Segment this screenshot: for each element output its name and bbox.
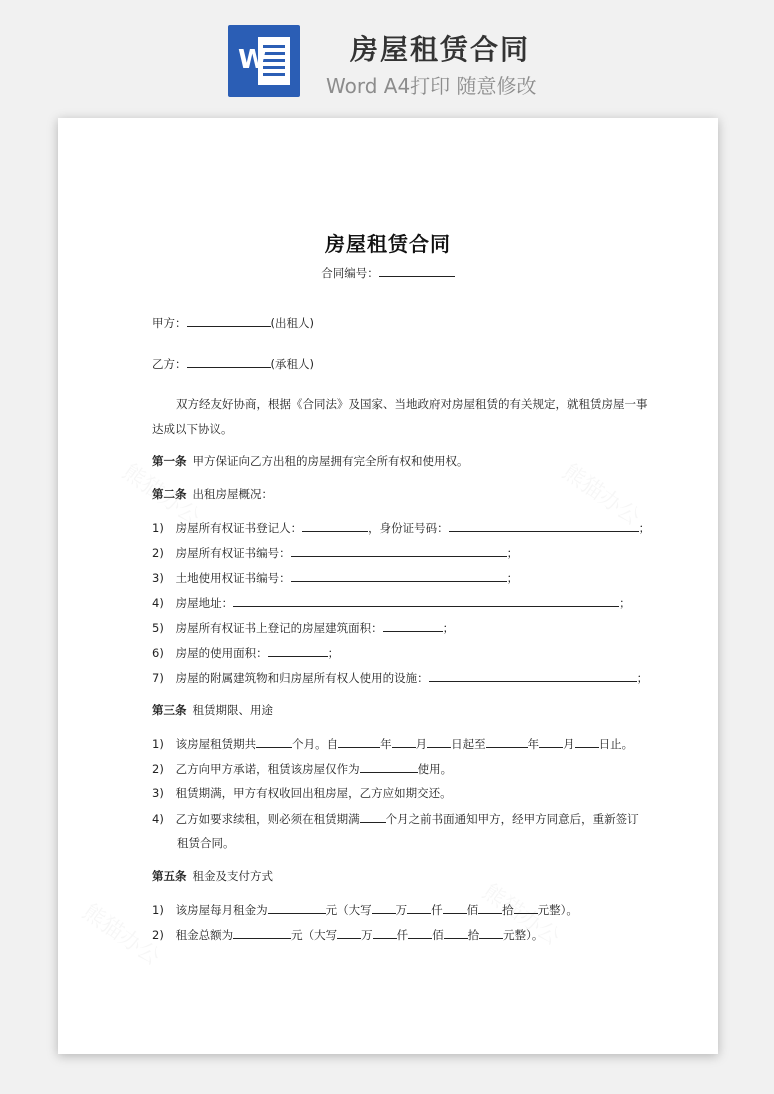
intro-line-1: 双方经友好协商，根据《合同法》及国家、当地政府对房屋租赁的有关规定，就租赁房屋一事 [176,397,648,411]
article-1: 第一条 甲方保证向乙方出租的房屋拥有完全所有权和使用权。 [152,454,469,468]
total-wan-blank[interactable] [337,927,361,939]
total-qian-blank[interactable] [373,927,397,939]
total-bai-blank[interactable] [408,927,432,939]
list-item-continuation: 租赁合同。 [177,836,235,850]
facilities-blank[interactable] [429,670,637,682]
intro-line-2: 达成以下协议。 [152,422,233,436]
rent-wan-blank[interactable] [372,902,396,914]
document-page [58,118,718,1054]
list-item: 2) 乙方向甲方承诺，租赁该房屋仅作为 使用。 [152,762,453,776]
id-number-blank[interactable] [449,520,639,532]
land-cert-blank[interactable] [291,570,507,582]
header-banner [0,0,774,110]
list-item: 3) 租赁期满，甲方有权收回出租房屋，乙方应如期交还。 [152,786,452,800]
party-a: 甲方： (出租人) [152,316,314,330]
list-item: 4) 房屋地址： ； [152,596,631,610]
article-2-heading: 第二条 出租房屋概况： [152,487,273,501]
rent-shi-blank[interactable] [478,902,502,914]
address-blank[interactable] [233,595,619,607]
owner-blank[interactable] [302,520,368,532]
list-item: 7) 房屋的附属建筑物和归房屋所有权人使用的设施： ； [152,671,649,685]
lease-months-blank[interactable] [256,736,292,748]
usable-area-blank[interactable] [268,645,328,657]
article-5-heading: 第五条 租金及支付方式 [152,869,273,883]
list-item: 2) 房屋所有权证书编号： ； [152,546,519,560]
contract-number: 合同编号： [58,265,718,280]
app-subtitle: Word A4打印 随意修改 [326,74,537,98]
word-icon [228,25,300,97]
rent-yuan-blank[interactable] [514,902,538,914]
end-day-blank[interactable] [575,736,599,748]
contract-number-blank[interactable] [379,265,455,277]
word-icon-letter: W [238,45,267,75]
start-day-blank[interactable] [427,736,451,748]
end-year-blank[interactable] [486,736,528,748]
rent-bai-blank[interactable] [443,902,467,914]
end-month-blank[interactable] [539,736,563,748]
start-year-blank[interactable] [338,736,380,748]
list-item: 5) 房屋所有权证书上登记的房屋建筑面积： ； [152,621,455,635]
party-a-blank[interactable] [187,315,271,327]
list-item: 4) 乙方如要求续租，则必须在租赁期满 个月之前书面通知甲方，经甲方同意后，重新签订 [152,812,639,826]
start-month-blank[interactable] [392,736,416,748]
property-cert-blank[interactable] [291,545,507,557]
monthly-rent-blank[interactable] [268,902,326,914]
renewal-notice-blank[interactable] [360,811,386,823]
app-title: 房屋租赁合同 [350,33,531,66]
party-b: 乙方： (承租人) [152,357,314,371]
list-item: 3) 土地使用权证书编号： ； [152,571,519,585]
list-item: 6) 房屋的使用面积： ； [152,646,340,660]
document-title: 房屋租赁合同 [325,232,451,256]
list-item: 1) 该房屋每月租金为 元（大写 万 仟 佰 拾 元整）。 [152,903,578,917]
list-item: 2) 租金总额为 元（大写 万 仟 佰 拾 元整）。 [152,928,544,942]
rent-qian-blank[interactable] [407,902,431,914]
total-yuan-blank[interactable] [479,927,503,939]
total-rent-blank[interactable] [233,927,291,939]
party-b-blank[interactable] [187,356,271,368]
list-item: 1) 房屋所有权证书登记人： ，身份证号码： ； [152,521,651,535]
usage-blank[interactable] [360,761,418,773]
article-3-heading: 第三条 租赁期限、用途 [152,703,273,717]
list-item: 1) 该房屋租赁期共 个月。自 年 月 日起至 年 月 日止。 [152,737,634,751]
building-area-blank[interactable] [383,620,443,632]
total-shi-blank[interactable] [444,927,468,939]
